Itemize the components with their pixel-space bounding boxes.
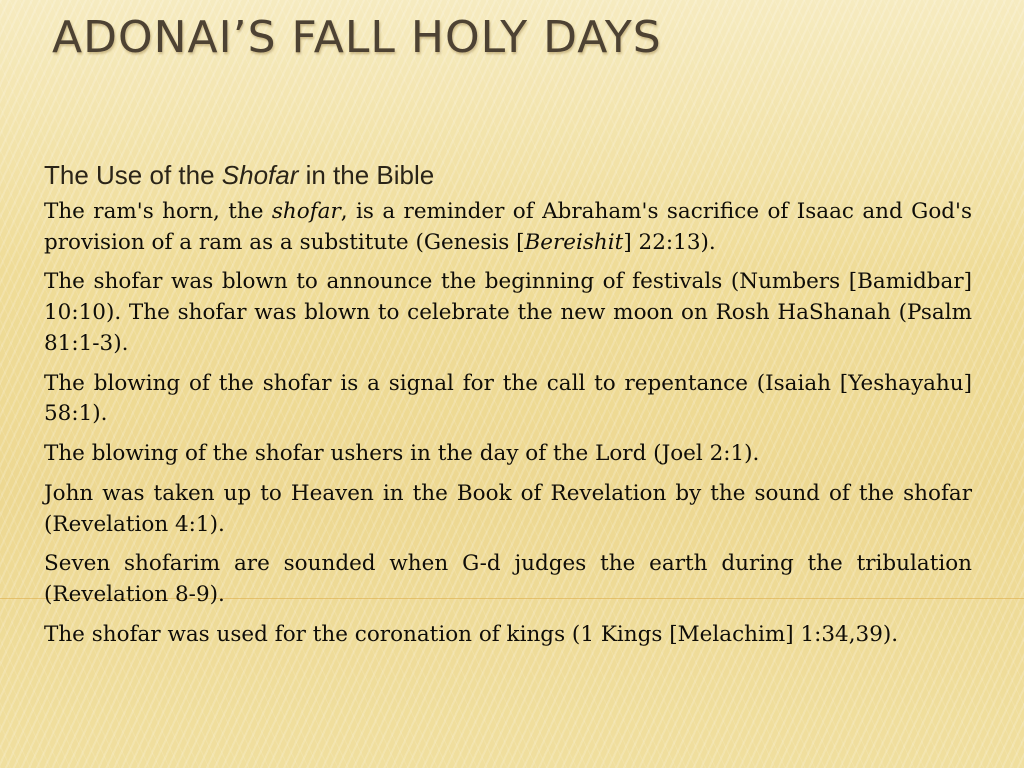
- subtitle-text-after: in the Bible: [298, 160, 435, 190]
- paragraph-day-of-lord: The blowing of the shofar ushers in the day of the Lord (Joel 2:1).: [44, 441, 760, 467]
- paragraph-repentance: The blowing of the shofar is a signal for the call to repentance (Isaiah [Yeshayahu] 58:1).: [44, 370, 972, 427]
- paragraph-text: ] 22:13).: [623, 229, 716, 255]
- paragraph-festivals: The shofar was blown to announce the beginning of festivals (Numbers [Bamidbar] 10:10). The shofar was blown to celebrate the new moon on Rosh HaShanah (Psalm 81:1-3).: [44, 269, 972, 356]
- paragraph-italic-bereishit: Bereishit: [524, 229, 624, 255]
- paragraph-seven-shofarim: Seven shofarim are sounded when G-d judges the earth during the tribulation (Revelation 8-9).: [44, 551, 972, 608]
- slide-body: [44, 160, 972, 651]
- paragraph-italic-shofar: shofar: [271, 199, 341, 224]
- paragraph-coronation: The shofar was used for the coronation of kings (1 Kings [Melachim] 1:34,39).: [44, 621, 899, 647]
- subtitle-text-italic: Shofar: [221, 160, 299, 190]
- slide-subtitle: [44, 160, 972, 191]
- paragraph-text: The ram's horn, the: [44, 199, 272, 224]
- subtitle-text-before: The Use of the: [44, 160, 222, 190]
- paragraph-ram-horn: [44, 197, 972, 258]
- paragraph-text: , is a reminder of Abraham's sacrifice of Isaac and God's provision of a ram as a substitute (Genesis [: [44, 199, 972, 255]
- slide-title: ADONAI’S FALL HOLY DAYS: [52, 12, 662, 63]
- paragraph-revelation-4: John was taken up to Heaven in the Book of Revelation by the sound of the shofar (Revelation 4:1).: [44, 480, 972, 537]
